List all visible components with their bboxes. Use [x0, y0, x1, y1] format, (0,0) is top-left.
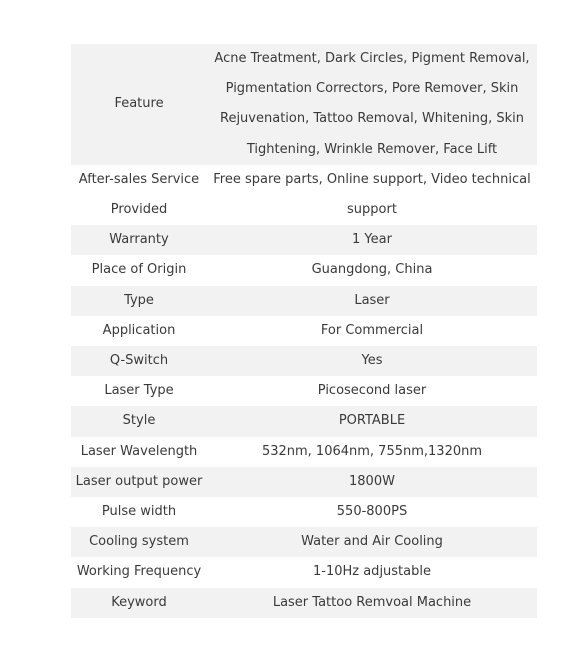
spec-value: Yes: [207, 346, 537, 376]
spec-key: Laser Type: [104, 383, 174, 399]
table-row: [71, 406, 537, 436]
table-row: [71, 527, 537, 557]
spec-key: Keyword: [71, 588, 207, 618]
spec-value: Water and Air Cooling: [207, 527, 537, 557]
table-row: [71, 588, 537, 618]
spec-value: 550-800PS: [336, 504, 408, 520]
spec-key: Feature: [71, 44, 207, 165]
spec-key: After-sales Service Provided: [78, 171, 200, 218]
spec-value: 1 Year: [207, 225, 537, 255]
spec-value: Acne Treatment, Dark Circles, Pigment Removal, Pigmentation Correctors, Pore Remover, Skin Rejuvenation, Tattoo Removal, Whitening, Skin Tightening, Wrinkle Remover, Face Lift: [207, 44, 537, 165]
table-row: [71, 346, 537, 376]
spec-key: Pulse width: [101, 504, 177, 520]
spec-table: [71, 44, 537, 618]
spec-value: 1-10Hz adjustable: [312, 564, 431, 580]
table-row: [71, 286, 537, 316]
table-row: [71, 497, 537, 527]
spec-key: Cooling system: [71, 527, 207, 557]
table-row: [71, 467, 537, 497]
table-row: [71, 376, 537, 406]
spec-value: Guangdong, China: [311, 262, 433, 278]
table-row: [71, 225, 537, 255]
table-row: [71, 316, 537, 346]
spec-key: Type: [71, 286, 207, 316]
spec-value: For Commercial: [320, 322, 424, 338]
table-row: [71, 44, 537, 165]
spec-key: Application: [102, 322, 176, 338]
spec-key: Place of Origin: [91, 262, 187, 278]
spec-value: 532nm, 1064nm, 755nm,1320nm: [261, 443, 483, 459]
spec-key: Laser output power: [71, 467, 207, 497]
spec-value: Free spare parts, Online support, Video technical support: [213, 171, 531, 218]
spec-value: Laser Tattoo Remvoal Machine: [207, 588, 537, 618]
spec-value: 1800W: [207, 467, 537, 497]
spec-key: Working Frequency: [76, 564, 202, 580]
table-row: [71, 557, 537, 587]
spec-value: Laser: [207, 286, 537, 316]
table-row: [71, 437, 537, 467]
spec-key: Laser Wavelength: [80, 443, 198, 459]
spec-value: Picosecond laser: [317, 383, 427, 399]
spec-value: PORTABLE: [207, 406, 537, 436]
spec-key: Q-Switch: [71, 346, 207, 376]
spec-key: Warranty: [71, 225, 207, 255]
table-row: [71, 255, 537, 285]
table-row: [71, 165, 537, 225]
spec-key: Style: [71, 406, 207, 436]
